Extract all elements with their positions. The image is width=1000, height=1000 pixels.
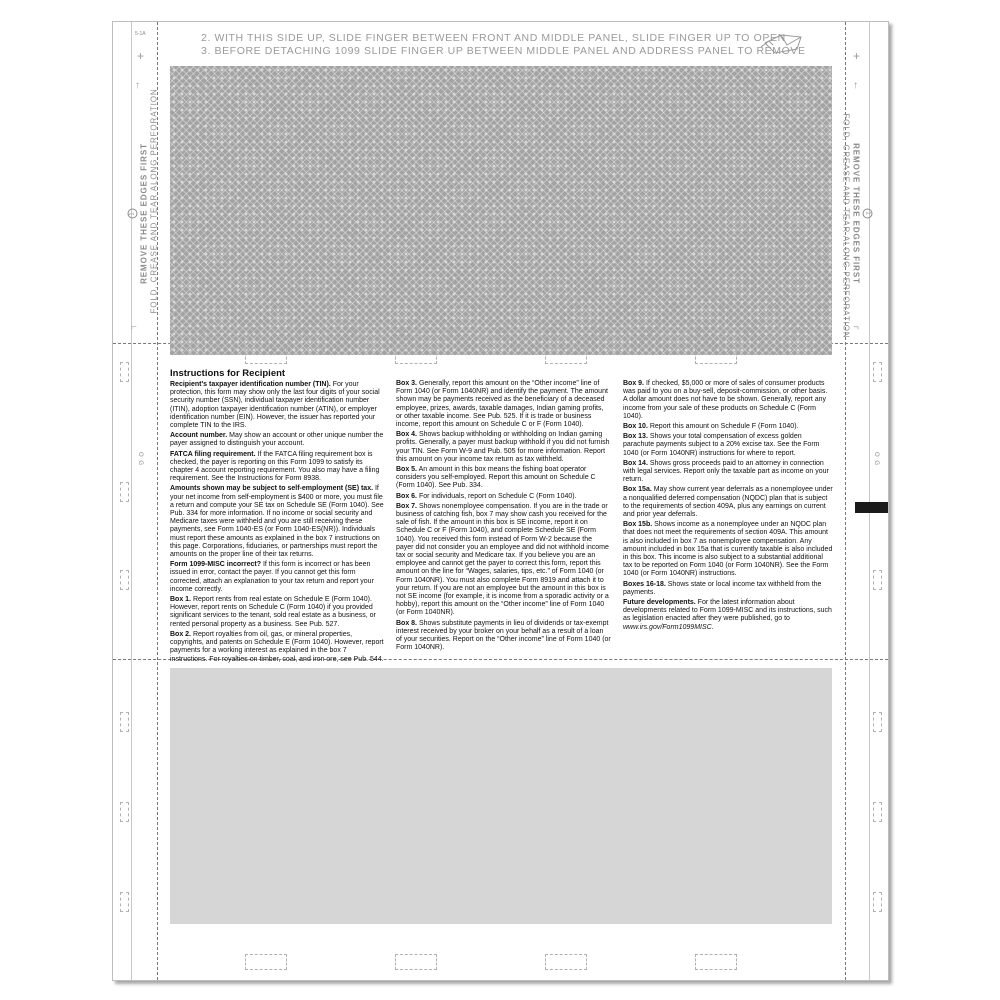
instructions-column-2 [396,380,611,655]
instruction-heading: Future developments. [623,599,696,607]
instruction-heading: Box 3. [396,380,418,387]
corner-bracket-icon: ¬ [853,322,859,333]
instruction-heading: Form 1099-MISC incorrect? [170,561,262,569]
instruction-body: May show an account or other unique number the payer assigned to distinguish your account. [170,432,384,448]
perforation-tab [245,348,287,364]
instruction-heading: Box 15b. [623,521,653,529]
instruction-body: May show current year deferrals as a nonemployee under a nonqualified deferred compensation (NQDC) plan that is subject to the requirements of section 409A, plus any earnings on current and prior year deferrals. [623,486,833,519]
instruction-body: If your net income from self-employment is $400 or more, you must file a return and compute your SE tax on Schedule SE (Form 1040). See Pub. 334 for more information. If no income or social security and Medicare taxes were withheld and you are still receiving these payments, see Form 1040-ES (or Form 1040-ES(NR)). Individuals must report these amounts as explained in the box 7 instructions on this page. Corporations, fiduciaries, or partnerships must report the amounts on the proper line of their tax returns. [170,485,384,559]
instruction-heading: Box 10. [623,423,648,431]
irs-link[interactable]: www.irs.gov/Form1099MISC [623,623,712,631]
instruction-heading: Amounts shown may be subject to self-employment (SE) tax. [170,485,374,493]
instruction-heading: Box 5. [396,466,418,474]
instruction-heading: Recipient's taxpayer identification number (TIN). [170,381,331,388]
instruction-body: For your protection, this form may show only the last four digits of your social security number (SSN), individual taxpayer identification number (ITIN), adoption taxpayer identification number (ATIN), or employer identification number (EIN). However, the issuer has reported your complete TIN to the IRS. [170,381,380,430]
instruction-paragraph [623,460,833,485]
registration-mark-icon: + [137,49,145,63]
perforation-tab [695,348,737,364]
instructions-title: Instructions for Recipient [170,368,286,379]
instruction-paragraph [396,493,611,501]
margin-tab [873,802,882,822]
opening-instructions [201,32,806,58]
remove-edges-label: REMOVE THESE EDGES FIRST [139,143,149,284]
security-pattern-panel [170,66,832,355]
corner-bracket-icon: ⌐ [131,322,137,333]
arrow-up-icon: ↑ [135,80,140,91]
margin-tab [120,802,129,822]
margin-tab [873,892,882,912]
instruction-paragraph [623,599,833,632]
margin-tab [120,712,129,732]
perforation-tab [545,954,587,970]
instruction-body: Shows your total compensation of excess golden parachute payments subject to a 20% excise tax. See the Form 1040 (or Form 1040NR) instructions for where to report. [623,433,820,457]
instruction-paragraph [170,451,385,484]
form-code: 5-1A [135,31,146,37]
instruction-body: . [711,623,714,631]
margin-tab [120,892,129,912]
instruction-heading: Box 9. [623,380,645,387]
margin-mark: O G [873,452,879,467]
margin-tab [120,482,129,502]
instruction-paragraph [170,381,385,430]
instruction-body: For individuals, report on Schedule C (Form 1040). [417,492,577,500]
perforation-tab [395,348,437,364]
instruction-body: If checked, $5,000 or more of sales of consumer products was paid to you on a buy-sell, deposit-commission, or other basis. A dollar amount does not have to be shown. Generally, report any income from your sale of these products on Schedule C (Form 1040). [623,380,828,420]
instruction-paragraph [170,631,385,664]
margin-tab [873,712,882,732]
perforation-tab [695,954,737,970]
instruction-paragraph [623,581,833,597]
instruction-paragraph [170,596,385,629]
instruction-paragraph [396,503,611,618]
envelope-icon [759,29,807,57]
instruction-paragraph [396,620,611,653]
instruction-line-3: 3. BEFORE DETACHING 1099 SLIDE FINGER UP BETWEEN MIDDLE PANEL AND ADDRESS PANEL TO REMOVE [201,45,806,57]
instruction-heading: Box 8. [396,619,418,627]
instruction-body: An amount in this box means the fishing boat operator considers you self-employed. Report this amount on Schedule C (Form 1040). See Pub. 334. [396,466,596,490]
instruction-paragraph [170,561,385,594]
instruction-paragraph [170,432,385,448]
left-tear-instructions [127,88,160,314]
instruction-body: Shows gross proceeds paid to an attorney in connection with legal services. Report only the taxable part as income on your return. [623,459,829,484]
instruction-paragraph [396,380,611,429]
instruction-body: Shows state or local income tax withheld from the payments. [623,580,822,596]
instruction-body: Shows backup withholding or withholding on Indian gaming profits. Generally, a payer must backup withhold if you did not furnish your TIN. See Form W-9 and Pub. 505 for more information. Report this amount on your income tax return as tax withheld. [396,431,610,463]
instruction-paragraph [396,431,611,464]
margin-tab [120,570,129,590]
step-number-badge: 1 [863,209,873,219]
instructions-column-1 [170,381,385,666]
fold-tear-label: FOLD, CREASE AND TEAR ALONG PERFORATION [841,113,851,339]
instruction-body: Report this amount on Schedule F (Form 1040). [647,423,799,431]
instruction-paragraph [396,466,611,491]
perforation-tab [545,348,587,364]
step-number-badge: 1 [128,209,138,219]
address-panel [170,668,832,924]
margin-tab [873,570,882,590]
instruction-heading: Boxes 16-18. [623,580,666,588]
registration-mark-icon: + [853,49,861,63]
instruction-line-2: 2. WITH THIS SIDE UP, SLIDE FINGER BETWEEN FRONT AND MIDDLE PANEL, SLIDE FINGER UP TO OPEN [201,32,786,44]
instruction-body: For the latest information about developments related to Form 1099-MISC and its instructions, such as legislation enacted after they were published, go to [623,599,832,623]
margin-mark: O G [137,452,143,467]
instruction-heading: Account number. [170,432,228,440]
instruction-body: Shows income as a nonemployee under an NQDC plan that does not meet the requirements of section 409A. This amount is also included in box 7 as nonemployee compensation. Any amount included in box 15a that is currently taxable is also included in this box. This income is also subject to a substantial additional tax to be reported on Form 1040 (or Form 1040NR). See the Form 1040 (or Form 1040NR) instructions. [623,521,833,578]
instruction-heading: FATCA filing requirement. [170,450,256,458]
instruction-heading: Box 14. [623,459,648,467]
instruction-paragraph [623,433,833,458]
remove-edges-label: REMOVE THESE EDGES FIRST [851,143,861,284]
instruction-body: If this form is incorrect or has been issued in error, contact the payer. If you cannot get this form corrected, attach an explanation to your tax return and report your income correctly. [170,561,374,593]
instruction-paragraph [170,485,385,559]
instruction-heading: Box 15a. [623,486,652,494]
instruction-body: Generally, report this amount on the “Other income” line of Form 1040 (or Form 1040NR) and identify the payment. The amount shown may be payments received as the beneficiary of a deceased employee, prizes, awards, taxable damages, Indian gaming profits, or other taxable income. See Pub. 525. If it is trade or business income, report this amount on Schedule C or F (Form 1040). [396,380,608,429]
instruction-body: Shows nonemployee compensation. If you are in the trade or business of catching fish, box 7 may show cash you received for the sale of fish. If the amount in this box is SE income, report it on Schedule C or F (Form 1040), and complete Schedule SE (Form 1040). You received this form instead of Form W-2 because the payer did not consider you an employee and did not withhold income tax or social security and Medicare tax. If you believe you are an employee and cannot get the payer to correct this form, report this amount on the line for “Wages, salaries, tips, etc.” of Form 1040 (or Form 1040NR). You must also complete Form 8919 and attach it to your return. If you are not an employee but the amount in this box is not SE income (for example, it is income from a sporadic activity or a hobby), report this amount on the “Other income” line of Form 1040 (or Form 1040NR). [396,502,609,617]
perforation-tab [395,954,437,970]
tax-form-sheet [112,21,889,981]
instruction-heading: Box 13. [623,433,648,441]
margin-tab [120,362,129,382]
instruction-heading: Box 7. [396,502,418,510]
instruction-paragraph [623,521,833,578]
instruction-body: Report royalties from oil, gas, or mineral properties, copyrights, and patents on Schedule E (Form 1040). However, report payments for a working interest as explained in the box 7 instructions. For royalties on timber, coal, and iron ore, see Pub. 544. [170,630,384,663]
instruction-paragraph [623,486,833,519]
instruction-heading: Box 4. [396,431,418,439]
instruction-paragraph [623,380,833,421]
instruction-heading: Box 2. [170,630,192,638]
right-tear-instructions [841,113,874,339]
fold-tear-label: FOLD, CREASE AND TEAR ALONG PERFORATION [149,88,159,314]
arrow-up-icon: ↑ [853,80,858,91]
margin-tab [873,362,882,382]
instructions-column-3 [623,380,833,634]
instruction-body: Report rents from real estate on Schedule E (Form 1040). However, report rents on Schedule C (Form 1040) if you provided significant services to the tenant, sold real estate as a business, or rented personal property as a business. See Pub. 527. [170,596,376,628]
instruction-heading: Box 6. [396,492,418,500]
instruction-paragraph [623,423,833,431]
timing-mark [855,502,888,513]
instruction-heading: Box 1. [170,596,192,604]
instruction-body: If the FATCA filing requirement box is checked, the payer is reporting on this Form 1099 to satisfy its chapter 4 account reporting requirement. You also may have a filing requirement. See the Instructions for Form 8938. [170,450,380,483]
instruction-body: Shows substitute payments in lieu of dividends or tax-exempt interest received by your broker on your behalf as a result of a loan of your securities. Report on the “Other income” line of Form 1040 (or Form 1040NR). [396,619,611,652]
perforation-tab [245,954,287,970]
